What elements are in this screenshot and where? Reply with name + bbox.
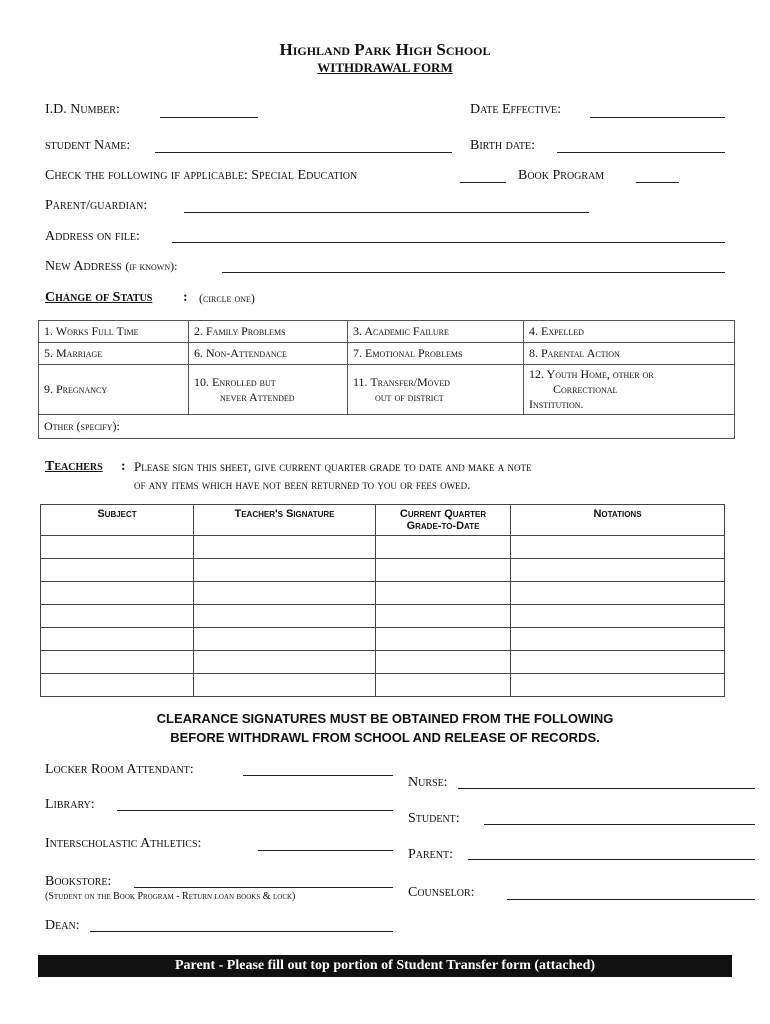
school-name: Highland Park High School [279, 40, 491, 59]
notation-cell[interactable] [511, 605, 725, 628]
status-option-4[interactable]: 4. Expelled [524, 321, 735, 343]
new-address-text: New Address [45, 259, 122, 274]
footer-banner: Parent - Please fill out top portion of Student Transfer form (attached) [38, 955, 732, 977]
student-name-label: student Name: [45, 138, 131, 153]
book-program-label: Book Program [518, 168, 605, 183]
signature-cell[interactable] [194, 536, 376, 559]
parent-label: Parent: [408, 847, 454, 862]
status-other-specify[interactable]: Other (specify): [39, 415, 735, 439]
student-signature[interactable] [484, 824, 755, 825]
nurse-signature[interactable] [458, 788, 755, 789]
col-teacher-signature: Teacher's Signature [194, 505, 376, 536]
grade-cell[interactable] [376, 582, 511, 605]
grade-cell[interactable] [376, 651, 511, 674]
locker-room-label: Locker Room Attendant: [45, 762, 194, 777]
bookstore-note: (Student on the Book Program - Return loan books & lock) [45, 891, 296, 902]
grade-cell[interactable] [376, 559, 511, 582]
new-address-label [45, 259, 177, 275]
change-of-status-colon: : [183, 290, 188, 305]
clearance-heading-line2: BEFORE WITHDRAWL FROM SCHOOL AND RELEASE OF RECORDS. [170, 730, 600, 745]
circle-one-text: (circle one) [199, 291, 255, 305]
notation-cell[interactable] [511, 582, 725, 605]
signature-cell[interactable] [194, 605, 376, 628]
status-option-6[interactable]: 6. Non-Attendance [189, 343, 348, 365]
clearance-heading-line1: CLEARANCE SIGNATURES MUST BE OBTAINED FROM THE FOLLOWING [156, 711, 614, 726]
nurse-label: Nurse: [408, 775, 448, 790]
parent-signature[interactable] [468, 859, 755, 860]
teachers-heading: Teachers [45, 459, 103, 474]
status-option-2[interactable]: 2. Family Problems [189, 321, 348, 343]
subject-cell[interactable] [41, 674, 194, 697]
grade-cell[interactable] [376, 674, 511, 697]
special-education-label: Check the following if applicable: Special Education [45, 168, 358, 183]
if-known-text: (if known): [125, 259, 178, 273]
table-row [41, 651, 725, 674]
col-subject: Subject [41, 505, 194, 536]
dean-label: Dean: [45, 918, 80, 933]
status-option-11-line1: 11. Transfer/Moved [353, 374, 450, 389]
library-signature[interactable] [117, 810, 393, 811]
subject-cell[interactable] [41, 582, 194, 605]
table-row [41, 674, 725, 697]
parent-guardian-label: Parent/guardian: [45, 198, 148, 213]
subject-cell[interactable] [41, 605, 194, 628]
counselor-label: Counselor: [408, 885, 475, 900]
change-of-status-heading: Change of Status [45, 290, 153, 305]
special-education-field[interactable] [460, 182, 506, 183]
subject-cell[interactable] [41, 536, 194, 559]
form-title: WITHDRAWAL FORM [317, 60, 453, 75]
grade-cell[interactable] [376, 628, 511, 651]
dean-signature[interactable] [90, 931, 393, 932]
table-row [41, 559, 725, 582]
status-option-8[interactable]: 8. Parental Action [524, 343, 735, 365]
subject-cell[interactable] [41, 651, 194, 674]
signature-cell[interactable] [194, 628, 376, 651]
birth-date-field[interactable] [557, 152, 725, 153]
col-current-grade [376, 505, 511, 536]
subject-cell[interactable] [41, 559, 194, 582]
locker-room-signature[interactable] [243, 775, 393, 776]
col-current-grade-line2: Grade-to-Date [406, 520, 480, 532]
notation-cell[interactable] [511, 536, 725, 559]
athletics-signature[interactable] [258, 850, 393, 851]
notation-cell[interactable] [511, 559, 725, 582]
notation-cell[interactable] [511, 628, 725, 651]
signature-cell[interactable] [194, 674, 376, 697]
table-row [41, 628, 725, 651]
teachers-colon: : [121, 459, 126, 474]
notation-cell[interactable] [511, 651, 725, 674]
status-option-3[interactable]: 3. Academic Failure [348, 321, 524, 343]
status-option-10[interactable] [189, 365, 348, 415]
status-option-12-line3: Institution. [529, 397, 584, 411]
teachers-table [40, 504, 725, 697]
signature-cell[interactable] [194, 559, 376, 582]
birth-date-label: Birth date: [470, 138, 536, 153]
status-option-5[interactable]: 5. Marriage [39, 343, 189, 365]
student-name-field[interactable] [155, 152, 452, 153]
table-row [41, 536, 725, 559]
status-option-7[interactable]: 7. Emotional Problems [348, 343, 524, 365]
date-effective-field[interactable] [590, 117, 725, 118]
status-option-12-line1: 12. Youth Home, other or [529, 367, 654, 381]
status-option-11[interactable] [348, 365, 524, 415]
status-option-10-line1: 10. Enrolled but [194, 374, 276, 389]
status-table [38, 320, 735, 439]
signature-cell[interactable] [194, 582, 376, 605]
id-number-field[interactable] [160, 117, 258, 118]
status-option-10-line2: never Attended [220, 389, 295, 404]
student-label: Student: [408, 811, 460, 826]
table-row [41, 605, 725, 628]
teachers-instruction-2: of any items which have not been returned to you or fees owed. [134, 477, 471, 492]
new-address-field[interactable] [222, 272, 725, 273]
address-on-file-field[interactable] [172, 242, 725, 243]
status-option-9[interactable]: 9. Pregnancy [39, 365, 189, 415]
table-row [41, 582, 725, 605]
book-program-field[interactable] [636, 182, 679, 183]
bookstore-label: Bookstore: [45, 874, 112, 889]
grade-cell[interactable] [376, 536, 511, 559]
signature-cell[interactable] [194, 651, 376, 674]
status-option-12[interactable] [524, 365, 735, 415]
status-option-12-line2: Correctional [553, 382, 618, 396]
status-option-1[interactable]: 1. Works Full Time [39, 321, 189, 343]
col-current-grade-line1: Current Quarter [399, 508, 487, 520]
athletics-label: Interscholastic Athletics: [45, 836, 202, 851]
subject-cell[interactable] [41, 628, 194, 651]
id-number-label: I.D. Number: [45, 102, 120, 117]
library-label: Library: [45, 797, 95, 812]
counselor-signature[interactable] [507, 899, 755, 900]
parent-guardian-field[interactable] [184, 212, 589, 213]
status-option-11-line2: out of district [375, 389, 444, 404]
col-notations: Notations [511, 505, 725, 536]
bookstore-signature[interactable] [134, 887, 393, 888]
date-effective-label: Date Effective: [470, 102, 562, 117]
address-on-file-label: Address on file: [45, 229, 140, 244]
notation-cell[interactable] [511, 674, 725, 697]
grade-cell[interactable] [376, 605, 511, 628]
teachers-instruction-1: Please sign this sheet, give current quarter grade to date and make a note [134, 459, 532, 474]
